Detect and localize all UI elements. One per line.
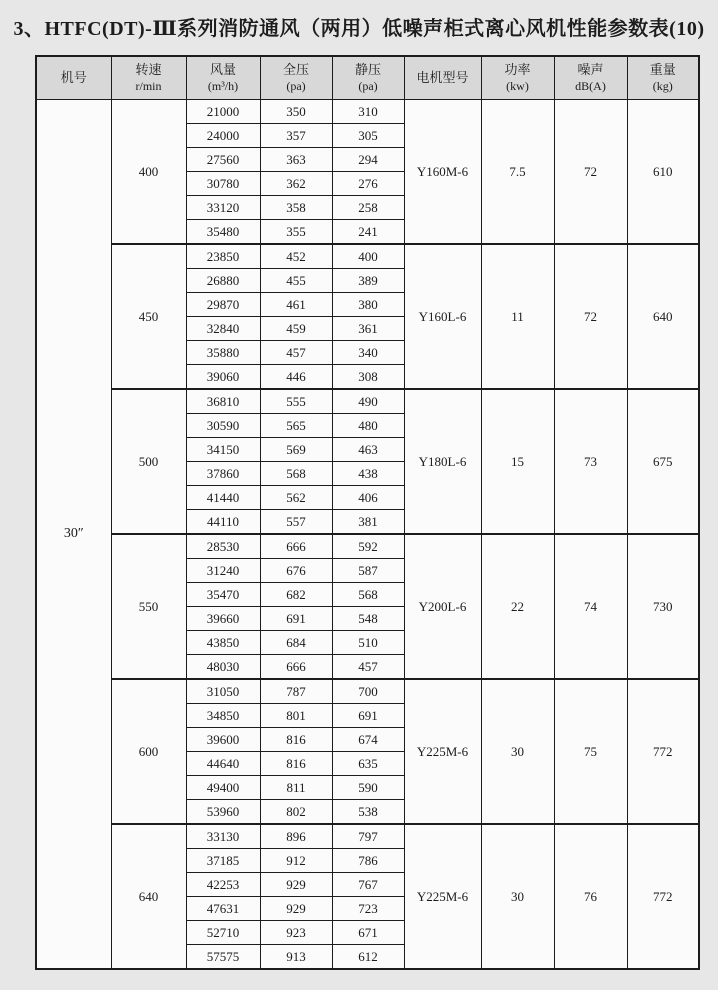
static-pressure-cell: 612 — [332, 945, 404, 970]
airflow-cell: 43850 — [186, 631, 260, 655]
total-pressure-cell: 801 — [260, 704, 332, 728]
header-label: 全压 — [282, 62, 309, 78]
power-cell: 11 — [481, 244, 554, 389]
weight-cell: 675 — [627, 389, 699, 534]
static-pressure-cell: 305 — [332, 124, 404, 148]
total-pressure-cell: 357 — [260, 124, 332, 148]
total-pressure-cell: 457 — [260, 341, 332, 365]
airflow-cell: 35470 — [186, 583, 260, 607]
static-pressure-cell: 380 — [332, 293, 404, 317]
total-pressure-cell: 913 — [260, 945, 332, 970]
header-label: 重量 — [649, 62, 676, 78]
weight-cell: 610 — [627, 100, 699, 245]
static-pressure-cell: 548 — [332, 607, 404, 631]
noise-cell: 76 — [554, 824, 627, 969]
airflow-cell: 32840 — [186, 317, 260, 341]
header-label: 风量 — [209, 62, 236, 78]
header-unit: (kw) — [506, 78, 529, 93]
total-pressure-cell: 666 — [260, 655, 332, 680]
static-pressure-cell: 538 — [332, 800, 404, 825]
airflow-cell: 48030 — [186, 655, 260, 680]
total-pressure-cell: 455 — [260, 269, 332, 293]
static-pressure-cell: 241 — [332, 220, 404, 245]
header-speed — [111, 56, 186, 100]
static-pressure-cell: 592 — [332, 534, 404, 559]
total-pressure-cell: 446 — [260, 365, 332, 390]
header-total — [260, 56, 332, 100]
motor-cell: Y160M-6 — [404, 100, 481, 245]
total-pressure-cell: 557 — [260, 510, 332, 535]
total-pressure-cell: 676 — [260, 559, 332, 583]
airflow-cell: 33120 — [186, 196, 260, 220]
header-static — [332, 56, 404, 100]
static-pressure-cell: 767 — [332, 873, 404, 897]
static-pressure-cell: 797 — [332, 824, 404, 849]
motor-cell: Y225M-6 — [404, 824, 481, 969]
header-noise — [554, 56, 627, 100]
speed-cell: 600 — [111, 679, 186, 824]
total-pressure-cell: 461 — [260, 293, 332, 317]
total-pressure-cell: 562 — [260, 486, 332, 510]
airflow-cell: 47631 — [186, 897, 260, 921]
static-pressure-cell: 258 — [332, 196, 404, 220]
header-unit: (pa) — [286, 78, 306, 93]
speed-cell: 640 — [111, 824, 186, 969]
airflow-cell: 28530 — [186, 534, 260, 559]
table-row — [36, 824, 699, 849]
power-cell: 30 — [481, 824, 554, 969]
total-pressure-cell: 811 — [260, 776, 332, 800]
speed-cell: 450 — [111, 244, 186, 389]
total-pressure-cell: 787 — [260, 679, 332, 704]
fan-performance-table — [35, 55, 700, 970]
motor-cell: Y180L-6 — [404, 389, 481, 534]
total-pressure-cell: 350 — [260, 100, 332, 124]
airflow-cell: 30780 — [186, 172, 260, 196]
static-pressure-cell: 457 — [332, 655, 404, 680]
power-cell: 22 — [481, 534, 554, 679]
motor-cell: Y200L-6 — [404, 534, 481, 679]
static-pressure-cell: 700 — [332, 679, 404, 704]
total-pressure-cell: 929 — [260, 873, 332, 897]
header-machine — [36, 56, 111, 100]
weight-cell: 640 — [627, 244, 699, 389]
speed-cell: 400 — [111, 100, 186, 245]
static-pressure-cell: 635 — [332, 752, 404, 776]
airflow-cell: 49400 — [186, 776, 260, 800]
header-unit: (m³/h) — [207, 78, 239, 93]
weight-cell: 730 — [627, 534, 699, 679]
airflow-cell: 37860 — [186, 462, 260, 486]
total-pressure-cell: 923 — [260, 921, 332, 945]
airflow-cell: 33130 — [186, 824, 260, 849]
total-pressure-cell: 691 — [260, 607, 332, 631]
static-pressure-cell: 786 — [332, 849, 404, 873]
airflow-cell: 31240 — [186, 559, 260, 583]
table-body — [36, 100, 699, 970]
power-cell: 30 — [481, 679, 554, 824]
airflow-cell: 53960 — [186, 800, 260, 825]
noise-cell: 72 — [554, 244, 627, 389]
static-pressure-cell: 361 — [332, 317, 404, 341]
total-pressure-cell: 363 — [260, 148, 332, 172]
static-pressure-cell: 310 — [332, 100, 404, 124]
total-pressure-cell: 362 — [260, 172, 332, 196]
total-pressure-cell: 666 — [260, 534, 332, 559]
static-pressure-cell: 723 — [332, 897, 404, 921]
weight-cell: 772 — [627, 679, 699, 824]
static-pressure-cell: 381 — [332, 510, 404, 535]
motor-cell: Y225M-6 — [404, 679, 481, 824]
airflow-cell: 35880 — [186, 341, 260, 365]
airflow-cell: 39060 — [186, 365, 260, 390]
airflow-cell: 41440 — [186, 486, 260, 510]
airflow-cell: 39600 — [186, 728, 260, 752]
total-pressure-cell: 358 — [260, 196, 332, 220]
static-pressure-cell: 294 — [332, 148, 404, 172]
header-power — [481, 56, 554, 100]
header-label: 功率 — [504, 62, 531, 78]
header-unit: dB(A) — [575, 78, 606, 93]
header-label: 转速 — [135, 62, 162, 78]
total-pressure-cell: 452 — [260, 244, 332, 269]
airflow-cell: 36810 — [186, 389, 260, 414]
header-weight — [627, 56, 699, 100]
noise-cell: 75 — [554, 679, 627, 824]
airflow-cell: 37185 — [186, 849, 260, 873]
total-pressure-cell: 802 — [260, 800, 332, 825]
airflow-cell: 34150 — [186, 438, 260, 462]
airflow-cell: 52710 — [186, 921, 260, 945]
header-motor — [404, 56, 481, 100]
table-row — [36, 244, 699, 269]
airflow-cell: 34850 — [186, 704, 260, 728]
static-pressure-cell: 590 — [332, 776, 404, 800]
speed-cell: 550 — [111, 534, 186, 679]
static-pressure-cell: 406 — [332, 486, 404, 510]
airflow-cell: 24000 — [186, 124, 260, 148]
header-label: 静压 — [354, 62, 381, 78]
static-pressure-cell: 490 — [332, 389, 404, 414]
total-pressure-cell: 568 — [260, 462, 332, 486]
header-label: 噪声 — [577, 62, 604, 78]
weight-cell: 772 — [627, 824, 699, 969]
power-cell: 7.5 — [481, 100, 554, 245]
airflow-cell: 21000 — [186, 100, 260, 124]
static-pressure-cell: 308 — [332, 365, 404, 390]
header-unit: (pa) — [358, 78, 378, 93]
airflow-cell: 31050 — [186, 679, 260, 704]
airflow-cell: 35480 — [186, 220, 260, 245]
airflow-cell: 57575 — [186, 945, 260, 970]
static-pressure-cell: 389 — [332, 269, 404, 293]
static-pressure-cell: 400 — [332, 244, 404, 269]
airflow-cell: 39660 — [186, 607, 260, 631]
airflow-cell: 23850 — [186, 244, 260, 269]
airflow-cell: 44110 — [186, 510, 260, 535]
noise-cell: 72 — [554, 100, 627, 245]
airflow-cell: 44640 — [186, 752, 260, 776]
header-airflow — [186, 56, 260, 100]
total-pressure-cell: 459 — [260, 317, 332, 341]
table-row — [36, 389, 699, 414]
static-pressure-cell: 671 — [332, 921, 404, 945]
airflow-cell: 42253 — [186, 873, 260, 897]
static-pressure-cell: 276 — [332, 172, 404, 196]
airflow-cell: 29870 — [186, 293, 260, 317]
airflow-cell: 30590 — [186, 414, 260, 438]
header-unit: r/min — [135, 78, 162, 93]
machine-cell: 30″ — [36, 100, 111, 970]
static-pressure-cell: 510 — [332, 631, 404, 655]
total-pressure-cell: 816 — [260, 752, 332, 776]
static-pressure-cell: 463 — [332, 438, 404, 462]
table-row — [36, 679, 699, 704]
total-pressure-cell: 684 — [260, 631, 332, 655]
static-pressure-cell: 674 — [332, 728, 404, 752]
header-label: 机号 — [60, 69, 87, 85]
table-header — [36, 56, 699, 100]
total-pressure-cell: 929 — [260, 897, 332, 921]
airflow-cell: 27560 — [186, 148, 260, 172]
static-pressure-cell: 438 — [332, 462, 404, 486]
static-pressure-cell: 480 — [332, 414, 404, 438]
airflow-cell: 26880 — [186, 269, 260, 293]
total-pressure-cell: 896 — [260, 824, 332, 849]
table-row — [36, 534, 699, 559]
motor-cell: Y160L-6 — [404, 244, 481, 389]
total-pressure-cell: 912 — [260, 849, 332, 873]
noise-cell: 73 — [554, 389, 627, 534]
page-title: 3、HTFC(DT)-Ⅲ系列消防通风（两用）低噪声柜式离心风机性能参数表(10) — [13, 18, 705, 40]
static-pressure-cell: 568 — [332, 583, 404, 607]
table-row — [36, 100, 699, 124]
total-pressure-cell: 816 — [260, 728, 332, 752]
static-pressure-cell: 691 — [332, 704, 404, 728]
header-unit: (kg) — [652, 78, 673, 93]
total-pressure-cell: 355 — [260, 220, 332, 245]
total-pressure-cell: 569 — [260, 438, 332, 462]
noise-cell: 74 — [554, 534, 627, 679]
total-pressure-cell: 555 — [260, 389, 332, 414]
header-label: 电机型号 — [416, 69, 469, 85]
power-cell: 15 — [481, 389, 554, 534]
static-pressure-cell: 587 — [332, 559, 404, 583]
total-pressure-cell: 565 — [260, 414, 332, 438]
speed-cell: 500 — [111, 389, 186, 534]
static-pressure-cell: 340 — [332, 341, 404, 365]
total-pressure-cell: 682 — [260, 583, 332, 607]
